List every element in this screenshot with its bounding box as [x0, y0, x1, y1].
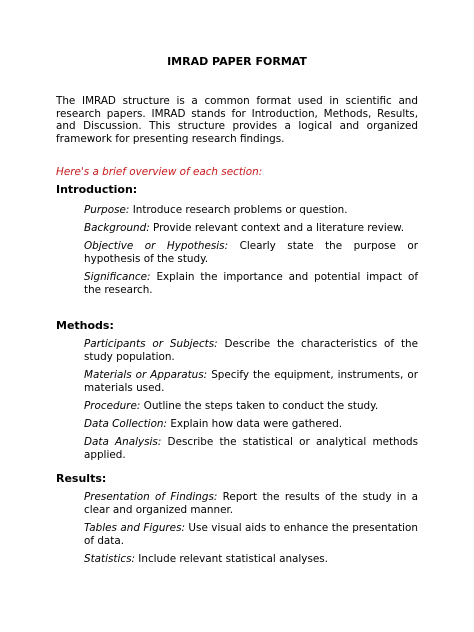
item-term: Presentation of Findings: [84, 491, 218, 503]
document-title: IMRAD PAPER FORMAT [167, 55, 307, 68]
section-heading-introduction: Introduction: [56, 183, 138, 196]
list-item-objective [84, 240, 418, 265]
item-text: Describe the characteristics of the study population. [84, 338, 418, 363]
item-text: Outline the steps taken to conduct the study. [140, 400, 379, 412]
item-term: Procedure: [84, 400, 141, 412]
item-term: Significance: [84, 271, 151, 283]
list-item-data-analysis [84, 436, 418, 461]
item-term: Statistics: [84, 553, 135, 565]
item-term: Data Analysis: [84, 436, 162, 448]
item-term: Materials or Apparatus: [84, 369, 208, 381]
list-item-participants [84, 338, 418, 363]
list-item-data-collection [84, 418, 418, 431]
item-text: Describe the statistical or analytical methods applied. [84, 436, 418, 461]
list-item-tables-and-figures [84, 522, 418, 547]
section-heading-methods: Methods: [56, 319, 114, 332]
item-text: Explain the importance and potential impact of the research. [84, 271, 418, 296]
list-item-procedure [84, 400, 418, 413]
list-item-purpose [84, 204, 418, 217]
item-term: Data Collection: [84, 418, 168, 430]
list-item-background [84, 222, 418, 235]
item-term: Objective or Hypothesis: [84, 240, 229, 252]
list-item-materials [84, 369, 418, 394]
item-text: Use visual aids to enhance the presentation of data. [84, 522, 418, 547]
item-text: Clearly state the purpose or hypothesis of the study. [84, 240, 418, 265]
list-item-significance [84, 271, 418, 296]
item-term: Participants or Subjects: [84, 338, 218, 350]
item-text: Report the results of the study in a clear and organized manner. [84, 491, 418, 516]
item-text: Include relevant statistical analyses. [135, 553, 328, 565]
section-heading-results: Results: [56, 472, 107, 485]
item-term: Background: [84, 222, 150, 234]
overview-label: Here's a brief overview of each section: [56, 166, 263, 178]
item-text: Provide relevant context and a literature review. [149, 222, 405, 234]
list-item-presentation-of-findings [84, 491, 418, 516]
item-text: Specify the equipment, instruments, or materials used. [84, 369, 418, 394]
item-text: Introduce research problems or question. [129, 204, 348, 216]
item-text: Explain how data were gathered. [167, 418, 343, 430]
list-item-statistics [84, 553, 418, 566]
item-term: Purpose: [84, 204, 130, 216]
intro-paragraph: The IMRAD structure is a common format used in scientific and research papers. IMRAD stands for Introduction, Methods, Results, and Discussion. This structure provides a logical and organized framework for presenting research findings. [56, 95, 418, 145]
item-term: Tables and Figures: [84, 522, 185, 534]
